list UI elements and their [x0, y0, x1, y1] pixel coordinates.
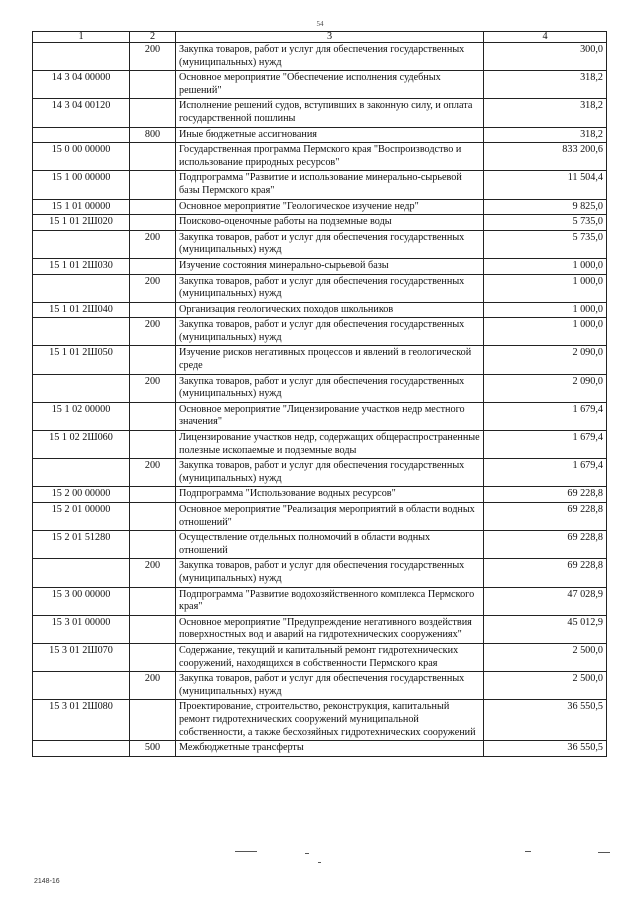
cell-name: Основное мероприятие "Геологическое изучение недр" — [176, 199, 484, 215]
table-row — [33, 643, 607, 671]
cell-code: 15 2 01 00000 — [33, 503, 130, 531]
cell-name: Закупка товаров, работ и услуг для обеспечения государственных (муниципальных) нужд — [176, 274, 484, 302]
cell-code: 15 2 01 51280 — [33, 531, 130, 559]
table-row — [33, 531, 607, 559]
table-row — [33, 302, 607, 318]
cell-amount: 2 090,0 — [484, 374, 607, 402]
cell-type — [130, 215, 176, 231]
document-reference: 2148-16 — [34, 878, 60, 885]
table-row — [33, 71, 607, 99]
cell-code — [33, 672, 130, 700]
table-row — [33, 318, 607, 346]
cell-name: Подпрограмма "Развитие водохозяйственного комплекса Пермского края" — [176, 587, 484, 615]
cell-code: 15 1 01 2Ш020 — [33, 215, 130, 231]
table-row — [33, 487, 607, 503]
cell-code — [33, 559, 130, 587]
cell-name: Подпрограмма "Развитие и использование минерально-сырьевой базы Пермского края" — [176, 171, 484, 199]
cell-type — [130, 402, 176, 430]
table-row — [33, 741, 607, 757]
cell-type — [130, 487, 176, 503]
cell-name: Основное мероприятие "Лицензирование участков недр местного значения" — [176, 402, 484, 430]
table-row — [33, 346, 607, 374]
cell-type: 800 — [130, 127, 176, 143]
cell-name: Закупка товаров, работ и услуг для обеспечения государственных (муниципальных) нужд — [176, 672, 484, 700]
cell-type: 200 — [130, 274, 176, 302]
cell-amount: 1 000,0 — [484, 302, 607, 318]
cell-amount: 833 200,6 — [484, 143, 607, 171]
scan-artifact — [305, 853, 309, 854]
cell-type: 500 — [130, 741, 176, 757]
table-row — [33, 274, 607, 302]
cell-type — [130, 431, 176, 459]
cell-amount: 9 825,0 — [484, 199, 607, 215]
cell-name: Основное мероприятие "Предупреждение негативного воздействия поверхностных вод и аварий на гидротехнических сооружениях" — [176, 615, 484, 643]
table-row — [33, 230, 607, 258]
cell-name: Подпрограмма "Использование водных ресурсов" — [176, 487, 484, 503]
cell-type — [130, 346, 176, 374]
table-row — [33, 199, 607, 215]
cell-type: 200 — [130, 43, 176, 71]
cell-type — [130, 99, 176, 127]
scan-artifact — [525, 851, 531, 852]
cell-type — [130, 143, 176, 171]
cell-type — [130, 643, 176, 671]
cell-type — [130, 615, 176, 643]
cell-type: 200 — [130, 459, 176, 487]
cell-code: 15 3 00 00000 — [33, 587, 130, 615]
cell-name: Изучение рисков негативных процессов и явлений в геологической среде — [176, 346, 484, 374]
cell-amount: 69 228,8 — [484, 487, 607, 503]
column-header: 4 — [484, 32, 607, 43]
table-row — [33, 587, 607, 615]
budget-table — [32, 31, 607, 757]
column-header: 1 — [33, 32, 130, 43]
cell-amount: 300,0 — [484, 43, 607, 71]
cell-type — [130, 587, 176, 615]
table-row — [33, 127, 607, 143]
cell-type — [130, 258, 176, 274]
cell-name: Проектирование, строительство, реконструкция, капитальный ремонт гидротехнических сооружений муниципальной собственности, а также бесхозяйных гидротехнических сооружений — [176, 700, 484, 741]
cell-amount: 11 504,4 — [484, 171, 607, 199]
cell-amount: 45 012,9 — [484, 615, 607, 643]
cell-name: Закупка товаров, работ и услуг для обеспечения государственных (муниципальных) нужд — [176, 43, 484, 71]
cell-code — [33, 127, 130, 143]
table-row — [33, 43, 607, 71]
table-row — [33, 374, 607, 402]
cell-code: 15 1 01 2Ш040 — [33, 302, 130, 318]
cell-code — [33, 43, 130, 71]
cell-code: 15 1 02 2Ш060 — [33, 431, 130, 459]
cell-code: 14 3 04 00120 — [33, 99, 130, 127]
cell-name: Осуществление отдельных полномочий в области водных отношений — [176, 531, 484, 559]
cell-type: 200 — [130, 318, 176, 346]
cell-amount: 2 500,0 — [484, 643, 607, 671]
table-row — [33, 402, 607, 430]
cell-type — [130, 503, 176, 531]
cell-type: 200 — [130, 559, 176, 587]
column-header: 2 — [130, 32, 176, 43]
cell-code: 15 1 02 00000 — [33, 402, 130, 430]
cell-amount: 1 679,4 — [484, 431, 607, 459]
cell-code: 15 2 00 00000 — [33, 487, 130, 503]
cell-amount: 1 000,0 — [484, 258, 607, 274]
cell-code: 15 1 01 2Ш050 — [33, 346, 130, 374]
scan-artifact — [318, 862, 321, 863]
cell-amount: 318,2 — [484, 127, 607, 143]
cell-name: Иные бюджетные ассигнования — [176, 127, 484, 143]
cell-amount: 1 679,4 — [484, 402, 607, 430]
page-number: 54 — [316, 20, 324, 28]
scan-artifact — [235, 851, 257, 852]
cell-name: Межбюджетные трансферты — [176, 741, 484, 757]
cell-amount: 318,2 — [484, 99, 607, 127]
cell-amount: 2 500,0 — [484, 672, 607, 700]
table-row — [33, 431, 607, 459]
table-row — [33, 143, 607, 171]
cell-name: Изучение состояния минерально-сырьевой базы — [176, 258, 484, 274]
cell-code — [33, 374, 130, 402]
cell-type — [130, 199, 176, 215]
cell-amount: 36 550,5 — [484, 700, 607, 741]
scan-artifact — [598, 852, 610, 853]
cell-type — [130, 71, 176, 99]
table-row — [33, 672, 607, 700]
cell-name: Организация геологических походов школьников — [176, 302, 484, 318]
cell-type — [130, 531, 176, 559]
cell-code — [33, 230, 130, 258]
cell-amount: 1 000,0 — [484, 274, 607, 302]
cell-amount: 1 000,0 — [484, 318, 607, 346]
cell-code — [33, 318, 130, 346]
cell-amount: 47 028,9 — [484, 587, 607, 615]
table-row — [33, 99, 607, 127]
cell-code: 15 1 01 2Ш030 — [33, 258, 130, 274]
cell-amount: 318,2 — [484, 71, 607, 99]
cell-amount: 5 735,0 — [484, 230, 607, 258]
cell-type: 200 — [130, 374, 176, 402]
cell-name: Исполнение решений судов, вступивших в законную силу, и оплата государственной пошлины — [176, 99, 484, 127]
cell-amount: 69 228,8 — [484, 503, 607, 531]
cell-name: Закупка товаров, работ и услуг для обеспечения государственных (муниципальных) нужд — [176, 230, 484, 258]
cell-amount: 36 550,5 — [484, 741, 607, 757]
column-header: 3 — [176, 32, 484, 43]
cell-name: Закупка товаров, работ и услуг для обеспечения государственных (муниципальных) нужд — [176, 318, 484, 346]
table-row — [33, 459, 607, 487]
cell-name: Поисково-оценочные работы на подземные воды — [176, 215, 484, 231]
cell-code — [33, 741, 130, 757]
cell-name: Закупка товаров, работ и услуг для обеспечения государственных (муниципальных) нужд — [176, 559, 484, 587]
cell-code — [33, 274, 130, 302]
cell-amount: 5 735,0 — [484, 215, 607, 231]
cell-code — [33, 459, 130, 487]
cell-code: 15 0 00 00000 — [33, 143, 130, 171]
table-row — [33, 171, 607, 199]
cell-type: 200 — [130, 672, 176, 700]
cell-name: Основное мероприятие "Реализация мероприятий в области водных отношений" — [176, 503, 484, 531]
cell-code: 15 3 01 2Ш070 — [33, 643, 130, 671]
cell-code: 15 1 01 00000 — [33, 199, 130, 215]
cell-name: Закупка товаров, работ и услуг для обеспечения государственных (муниципальных) нужд — [176, 459, 484, 487]
table-header-row — [33, 32, 607, 43]
table-row — [33, 615, 607, 643]
cell-name: Государственная программа Пермского края "Воспроизводство и использование природных ресурсов" — [176, 143, 484, 171]
cell-name: Содержание, текущий и капитальный ремонт гидротехнических сооружений, находящихся в собственности Пермского края — [176, 643, 484, 671]
cell-code: 15 3 01 00000 — [33, 615, 130, 643]
cell-amount: 69 228,8 — [484, 559, 607, 587]
cell-name: Основное мероприятие "Обеспечение исполнения судебных решений" — [176, 71, 484, 99]
cell-type — [130, 700, 176, 741]
cell-code: 15 3 01 2Ш080 — [33, 700, 130, 741]
cell-amount: 69 228,8 — [484, 531, 607, 559]
cell-name: Закупка товаров, работ и услуг для обеспечения государственных (муниципальных) нужд — [176, 374, 484, 402]
cell-type — [130, 302, 176, 318]
cell-amount: 1 679,4 — [484, 459, 607, 487]
table-body — [33, 43, 607, 757]
table-row — [33, 503, 607, 531]
cell-type — [130, 171, 176, 199]
table-row — [33, 559, 607, 587]
table-row — [33, 258, 607, 274]
table-row — [33, 215, 607, 231]
cell-code: 15 1 00 00000 — [33, 171, 130, 199]
cell-type: 200 — [130, 230, 176, 258]
cell-code: 14 3 04 00000 — [33, 71, 130, 99]
table-row — [33, 700, 607, 741]
cell-amount: 2 090,0 — [484, 346, 607, 374]
cell-name: Лицензирование участков недр, содержащих общераспространенные полезные ископаемые и подземные воды — [176, 431, 484, 459]
